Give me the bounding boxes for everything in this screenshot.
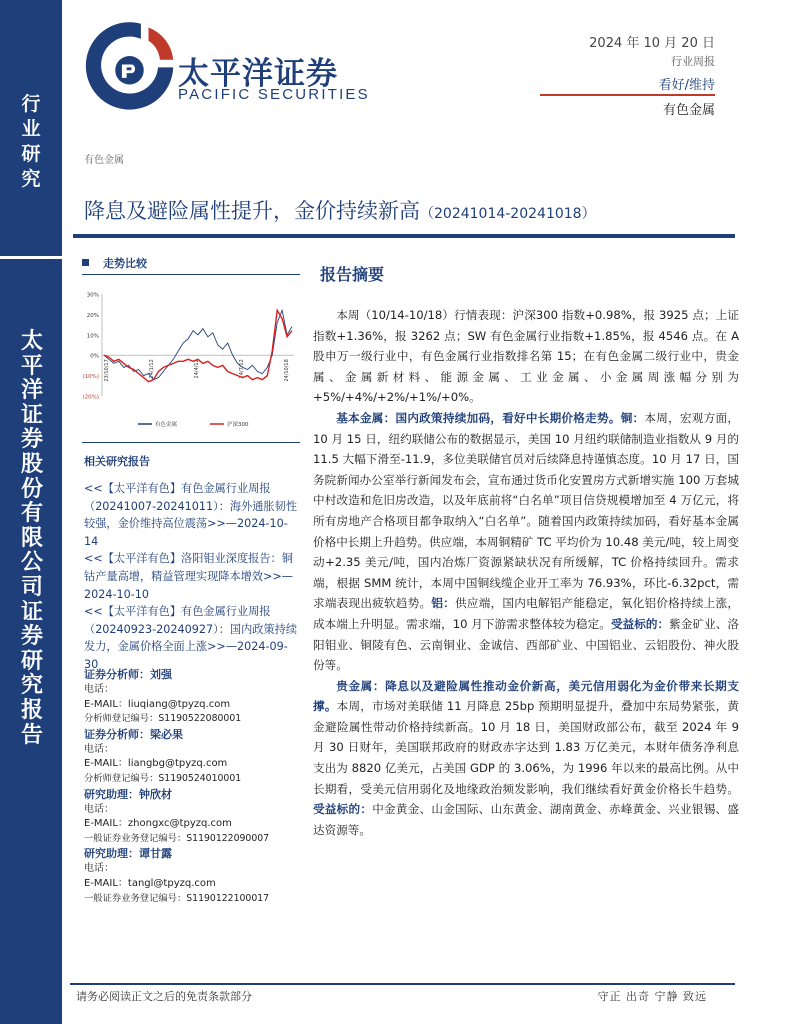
trend-heading-text: 走势比较	[103, 257, 147, 270]
sidebar-divider	[0, 256, 62, 259]
analyst-title: 研究助理：钟欣材	[84, 787, 172, 801]
base-metals-heading: 基本金属：国内政策持续加码，看好中长期价格走势。铜：	[336, 410, 645, 425]
chart-y-tick-label: 30%	[86, 292, 99, 299]
chart-x-tick-label: 24/7/12	[239, 359, 245, 379]
brand-name-en: PACIFIC SECURITIES	[178, 86, 370, 103]
analyst-phone: 电话：	[84, 743, 114, 755]
brand-name-cn: 太平洋证券	[178, 56, 338, 92]
sidebar-top-label: 行业研究	[21, 93, 41, 190]
analyst-cert: 一般证券业务登记编号：S1190122100017	[84, 892, 270, 904]
analyst-email[interactable]: E-MAIL：zhongxc@tpyzq.com	[84, 818, 232, 830]
analyst-block	[84, 846, 300, 906]
analyst-email[interactable]: E-MAIL：liangbg@tpyzq.com	[84, 758, 228, 770]
analyst-phone: 电话：	[84, 684, 114, 695]
square-bullet-icon	[82, 259, 89, 266]
summary-heading: 报告摘要	[320, 265, 385, 284]
analyst-title: 研究助理：谭甘露	[84, 847, 172, 861]
rating-underline	[540, 94, 715, 96]
chart-y-tick-label: 0%	[90, 353, 99, 360]
sector-label: 有色金属	[662, 103, 715, 118]
related-heading: 相关研究报告	[84, 455, 150, 468]
analyst-block	[84, 727, 300, 787]
chart-x-tick-label: 24/4/12	[194, 359, 200, 379]
chart-y-tick-label: (20%)	[82, 394, 99, 401]
related-item[interactable]: <<【太平洋有色】洛阳钼业深度报告：铜钴产量高增，精益管理实现降本增效>>—2024-10-10	[84, 552, 293, 601]
related-item[interactable]: <<【太平洋有色】有色金属行业周报（20240923-20240927）：国内政策持续发力，金属价格全面上涨>>—2024-09-30	[84, 605, 298, 671]
analyst-cert: 一般证券业务登记编号：S1190122090007	[84, 832, 270, 844]
sidebar-bottom-label: 太平洋证券股份有限公司证券研究报告	[20, 329, 43, 748]
title-divider	[73, 234, 735, 238]
chart-y-tick-label: 10%	[86, 333, 99, 340]
analyst-email[interactable]: E-MAIL：tangl@tpyzq.com	[84, 877, 216, 889]
footer-divider	[70, 983, 735, 985]
aluminum-text: 供应端，国内电解铝产能稳定，氧化铝价格持续上涨，成本端上升明显。需求端，10 月下游需求整体较为稳定。	[313, 596, 739, 631]
analyst-phone: 电话：	[84, 803, 114, 815]
page-title	[84, 195, 596, 225]
chart-legend-label: 有色金属	[155, 422, 178, 428]
report-date: 2024 年 10 月 20 日	[589, 36, 715, 51]
chart-legend-label: 沪深300	[227, 422, 249, 428]
trend-chart	[80, 284, 302, 434]
aluminum-heading: 铝：	[431, 596, 456, 611]
trend-heading	[82, 255, 147, 271]
analyst-title: 证券分析师：刘强	[84, 668, 172, 681]
gold-beneficiaries-text: 中金黄金、山金国际、山东黄金、湖南黄金、赤峰黄金、兴业银锡、盛达资源等。	[313, 802, 739, 837]
copper-text: 本周，宏观方面，10 月 15 日，纽约联储公布的数据显示，美国 10 月纽约联储制造业指数从 9 月的 11.5 大幅下滑至-11.9，多位美联储官员对后续降息持谨慎态度。10 月 17 日，国务院新闻办公室举行新闻发布会，宣布通过货币化安置房方式新增实施 100 万套城中村改造和危旧房改造，以及年底前将“白名单”项目信贷规模增加至 4 万亿元，将所有房地产合格项目都争取纳入“白名单”。随着国内政策持续加码，看好基本金属价格中长期上升趋势。供应端，本周铜精矿 TC 平均价为 10.48 美元/吨，较上周变动+2.35 美元/吨，国内冶炼厂资源紧缺状况有所缓解，TC 价格持续回升。需求端，根据 SMM 统计，本周中国铜线缆企业开工率为 76.93%，环比-6.32pct，需求端表现出疲软趋势。	[313, 410, 739, 611]
precious-metals-heading: 贵金属：降息以及避险属性推动金价新高，美元信用弱化为金价带来长期支撑。	[313, 678, 739, 714]
report-type: 行业周报	[671, 55, 715, 68]
summary-body	[313, 305, 739, 840]
footer-disclaimer[interactable]: 请务必阅读正文之后的免责条款部分	[76, 990, 252, 1003]
beneficiaries-heading: 受益标的：	[610, 616, 670, 631]
sector-small-label: 有色金属	[84, 155, 124, 166]
related-item[interactable]: <<【太平洋有色】有色金属行业周报（20241007-20241011）：海外通胀韧性较强，金价维持高位震荡>>—2024-10-14	[84, 482, 298, 548]
chart-y-tick-label: 20%	[86, 312, 99, 319]
related-list	[84, 480, 300, 674]
beneficiaries-text: 紫金矿业、洛阳钼业、铜陵有色、云南铜业、金诚信、西部矿业、中国铝业、云铝股份、神火股份等。	[313, 616, 739, 673]
trend-rule-bottom	[82, 442, 300, 443]
gold-text: 本周，市场对美联储 11 月降息 25bp 预期明显提升，叠加中东局势紧张，黄金避险属性带动价格持续新高。10 月 18 日，美国财政部公布，截至 2024 年 9 月 30 日财年，美国联邦政府的财政赤字达到 1.83 万亿美元，本财年债务净利息支出为 8820 亿美元，占美国 GDP 的 3.06%，为 1996 年以来的最高比例。从中长期看，受美元信用弱化及地缘政治频发影响，我们继续看好黄金价格长牛趋势。	[313, 699, 739, 796]
analyst-cert: 分析师登记编号：S1190524010001	[84, 772, 242, 784]
analyst-block	[84, 667, 300, 727]
analyst-block	[84, 787, 300, 847]
gold-beneficiaries-heading: 受益标的：	[313, 802, 373, 817]
analyst-list	[84, 667, 300, 906]
summary-paragraph-market: 本周（10/14-10/18）行情表现：沪深300 指数+0.98%，报 3925 点；上证指数+1.36%，报 3262 点；SW 有色金属行业指数+1.85%，报 4546 点。在 A 股申万一级行业中，有色金属行业指数排名第 15；在有色金属二级行业中，贵金属、金属新材料、能源金属、工业金属、小金属周涨幅分别为+5%/+4%/+2%/+1%/+0%。	[313, 308, 739, 405]
trend-rule-top	[82, 274, 300, 275]
summary-paragraph-base-metals	[313, 408, 739, 676]
chart-x-tick-label: 24/10/18	[284, 359, 290, 382]
title-period: （20241014-20241018）	[420, 206, 596, 222]
chart-x-tick-label: 23/10/17	[104, 359, 110, 382]
pacific-securities-logo	[82, 18, 177, 113]
analyst-phone: 电话：	[84, 863, 114, 875]
analyst-cert: 分析师登记编号：S1190522080001	[84, 713, 242, 725]
analyst-email[interactable]: E-MAIL：liuqiang@tpyzq.com	[84, 698, 231, 710]
chart-x-tick-label: 24/1/12	[149, 359, 155, 379]
analyst-title: 证券分析师：梁必果	[84, 727, 183, 741]
chart-y-tick-label: (10%)	[82, 374, 99, 381]
footer-motto: 守正 出奇 宁静 致远	[597, 990, 707, 1003]
rating-label: 看好/维持	[658, 78, 715, 93]
title-main: 降息及避险属性提升，金价持续新高	[84, 199, 420, 223]
summary-paragraph-precious-metals	[313, 676, 739, 841]
